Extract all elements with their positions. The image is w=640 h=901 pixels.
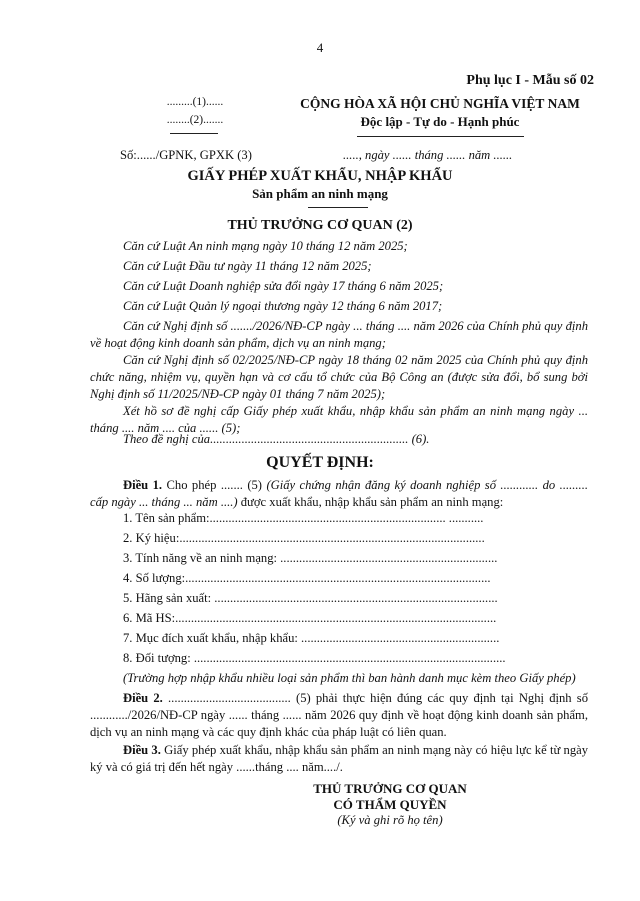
article-1-item-features: 3. Tính năng về an ninh mạng: ..................................................................... <box>123 551 498 565</box>
article-1-intro <box>90 477 588 511</box>
legal-basis-2: Căn cứ Luật Đầu tư ngày 11 tháng 12 năm 2025; <box>123 259 372 273</box>
legal-basis-3: Căn cứ Luật Doanh nghiệp sửa đổi ngày 17 tháng 6 năm 2025; <box>123 279 444 293</box>
article-1-item-quantity: 4. Số lượng:................................................................................................. <box>123 571 491 585</box>
article-3-label: Điều 3. <box>123 743 161 757</box>
issue-date: ....., ngày ...... tháng ...... năm ...... <box>343 148 513 162</box>
article-1-item-name: 1. Tên sản phẩm:........................................................................... ........... <box>123 511 484 525</box>
article-3 <box>90 742 588 776</box>
article-2 <box>90 690 588 741</box>
legal-basis-6: Căn cứ Nghị định số 02/2025/NĐ-CP ngày 18 tháng 02 năm 2025 của Chính phủ quy định chức năng, nhiệm vụ, quyền hạn và cơ cấu tổ chức của Bộ Công an (được sửa đổi, bổ sung bởi Nghị định số 11/2025/NĐ-CP ngày 01 tháng 7 năm 2025); <box>90 353 588 401</box>
article-1-text-b: (Giấy chứng nhận đăng ký doanh nghiệp số ............ do ......... cấp ngày ... tháng ... năm ....) <box>90 478 589 509</box>
article-1-text-a: Cho phép ....... (5) <box>162 478 267 492</box>
issuer-placeholder-2: ........(2)....... <box>166 114 224 126</box>
legal-basis-4: Căn cứ Luật Quản lý ngoại thương ngày 12 tháng 6 năm 2017; <box>123 299 443 313</box>
signature-title-1: THỦ TRƯỞNG CƠ QUAN <box>313 781 467 796</box>
document-number: Số:....../GPNK, GPXK (3) <box>120 148 252 162</box>
article-1-item-hs-code: 6. Mã HS:...................................................................................................... <box>123 611 497 625</box>
header-left-rule <box>170 133 218 134</box>
document-subtitle: Sản phẩm an ninh mạng <box>252 186 388 201</box>
legal-basis-5: Căn cứ Nghị định số ......./2026/NĐ-CP ngày ... tháng .... năm 2026 của Chính phủ quy định về hoạt động kinh doanh sản phẩm, dịch vụ an ninh mạng; <box>90 319 588 350</box>
article-3-text: Giấy phép xuất khẩu, nhập khẩu sản phẩm an ninh mạng này có hiệu lực kể từ ngày ký và có giá trị đến hết ngày ......tháng .... năm..../. <box>90 743 588 774</box>
article-1-item-symbol: 2. Ký hiệu:................................................................................................. <box>123 531 485 545</box>
header-right-rule <box>357 136 524 137</box>
signature-note: (Ký và ghi rõ họ tên) <box>337 813 443 827</box>
page-number: 4 <box>316 40 324 55</box>
signature-title-2: CÓ THẨM QUYỀN <box>333 797 447 812</box>
authority-heading: THỦ TRƯỞNG CƠ QUAN (2) <box>227 218 413 233</box>
article-1-item-target: 8. Đối tượng: ................................................................................................... <box>123 651 506 665</box>
legal-basis-1: Căn cứ Luật An ninh mạng ngày 10 tháng 12 năm 2025; <box>123 239 408 253</box>
article-1-item-manufacturer: 5. Hãng sản xuất: .......................................................................................... <box>123 591 498 605</box>
document-title: GIẤY PHÉP XUẤT KHẨU, NHẬP KHẨU <box>187 168 453 184</box>
title-rule <box>308 207 368 208</box>
legal-basis-7: Xét hồ sơ đề nghị cấp Giấy phép xuất khẩu, nhập khẩu sản phẩm an ninh mạng ngày ... tháng .... năm .... của ...... (5); <box>90 404 588 435</box>
article-2-label: Điều 2. <box>123 691 163 705</box>
national-motto: Độc lập - Tự do - Hạnh phúc <box>360 114 520 129</box>
article-1-item-purpose: 7. Mục đích xuất khẩu, nhập khẩu: ............................................................... <box>123 631 500 645</box>
legal-basis-8: Theo đề nghị của............................................................... (6). <box>123 432 430 446</box>
article-2-text: ....................................... (5) phải thực hiện đúng các quy định tại Nghị định số ............/2026/NĐ-CP ngày ...... tháng ...... năm 2026 quy định về hoạt động kinh doanh sản phẩm, dịch vụ an ninh mạng và các quy định khác của pháp luật có liên quan. <box>90 691 588 739</box>
country-name: CỘNG HÒA XÃ HỘI CHỦ NGHĨA VIỆT NAM <box>300 96 580 111</box>
article-1-label: Điều 1. <box>123 478 163 492</box>
appendix-label: Phụ lục I - Mẫu số 02 <box>466 73 594 88</box>
decision-heading: QUYẾT ĐỊNH: <box>266 454 374 471</box>
issuer-placeholder-1: .........(1)...... <box>166 96 224 108</box>
article-1-note: (Trường hợp nhập khẩu nhiều loại sản phẩm thì ban hành danh mục kèm theo Giấy phép) <box>123 671 576 685</box>
article-1-text-c: được xuất khẩu, nhập khẩu sản phẩm an ninh mạng: <box>237 495 504 509</box>
